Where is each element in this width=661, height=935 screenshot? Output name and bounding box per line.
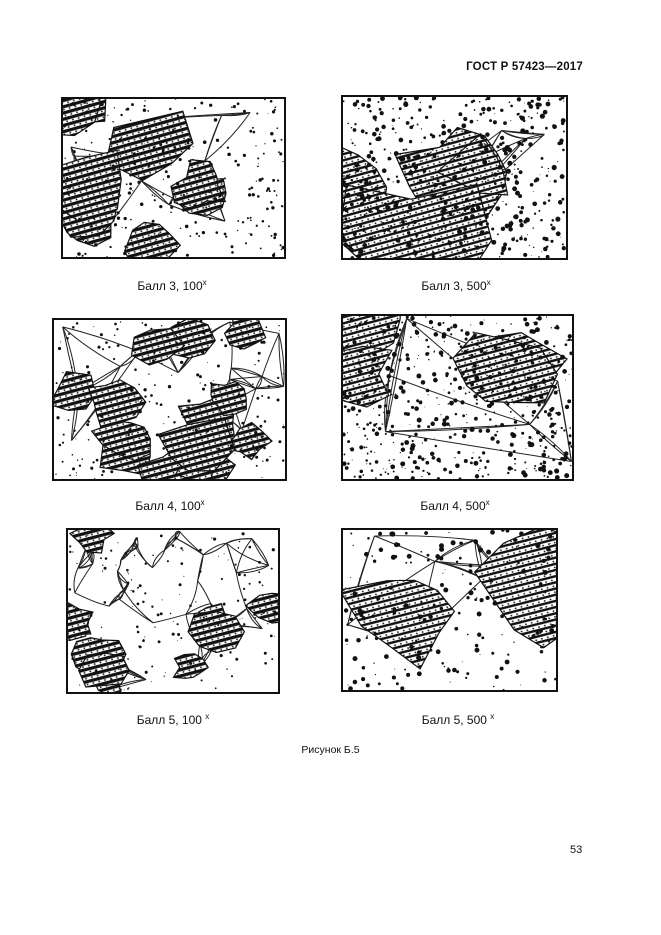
page-number: 53 [570,844,583,856]
microstructure-texture [63,99,284,257]
micrograph-ball4-500x [341,314,574,481]
micrograph-caption [135,498,204,513]
micrograph-caption [137,278,206,293]
micrograph-caption [422,712,495,727]
microstructure-texture [343,530,556,690]
caption-text: Балл 4, 100 [135,499,201,513]
caption-text: Балл 3, 100 [137,279,203,293]
magnification-mark: x [200,498,205,507]
magnification-mark: x [202,278,207,287]
micrograph-ball3-500x [341,95,568,260]
caption-text: Балл 3, 500 [421,279,487,293]
microstructure-texture [343,316,572,479]
figure-caption: Рисунок Б.5 [301,744,360,756]
micrograph-ball3-100x [61,97,286,259]
document-standard: ГОСТ Р 57423—2017 [466,61,583,73]
caption-text: Балл 5, 500 [421,713,491,727]
micrograph-caption [420,498,489,513]
microstructure-texture [54,320,285,479]
micrograph-ball5-500x [341,528,558,692]
micrograph-ball4-100x [52,318,287,481]
microstructure-texture [343,97,566,258]
micrograph-ball5-100x [66,528,280,694]
magnification-mark: x [490,712,495,721]
magnification-mark: x [485,498,490,507]
caption-text: Балл 4, 500 [420,499,486,513]
micrograph-caption [137,712,210,727]
magnification-mark: x [205,712,210,721]
magnification-mark: x [486,278,491,287]
microstructure-texture [68,530,278,692]
caption-text: Балл 5, 100 [136,713,206,727]
micrograph-caption [421,278,490,293]
